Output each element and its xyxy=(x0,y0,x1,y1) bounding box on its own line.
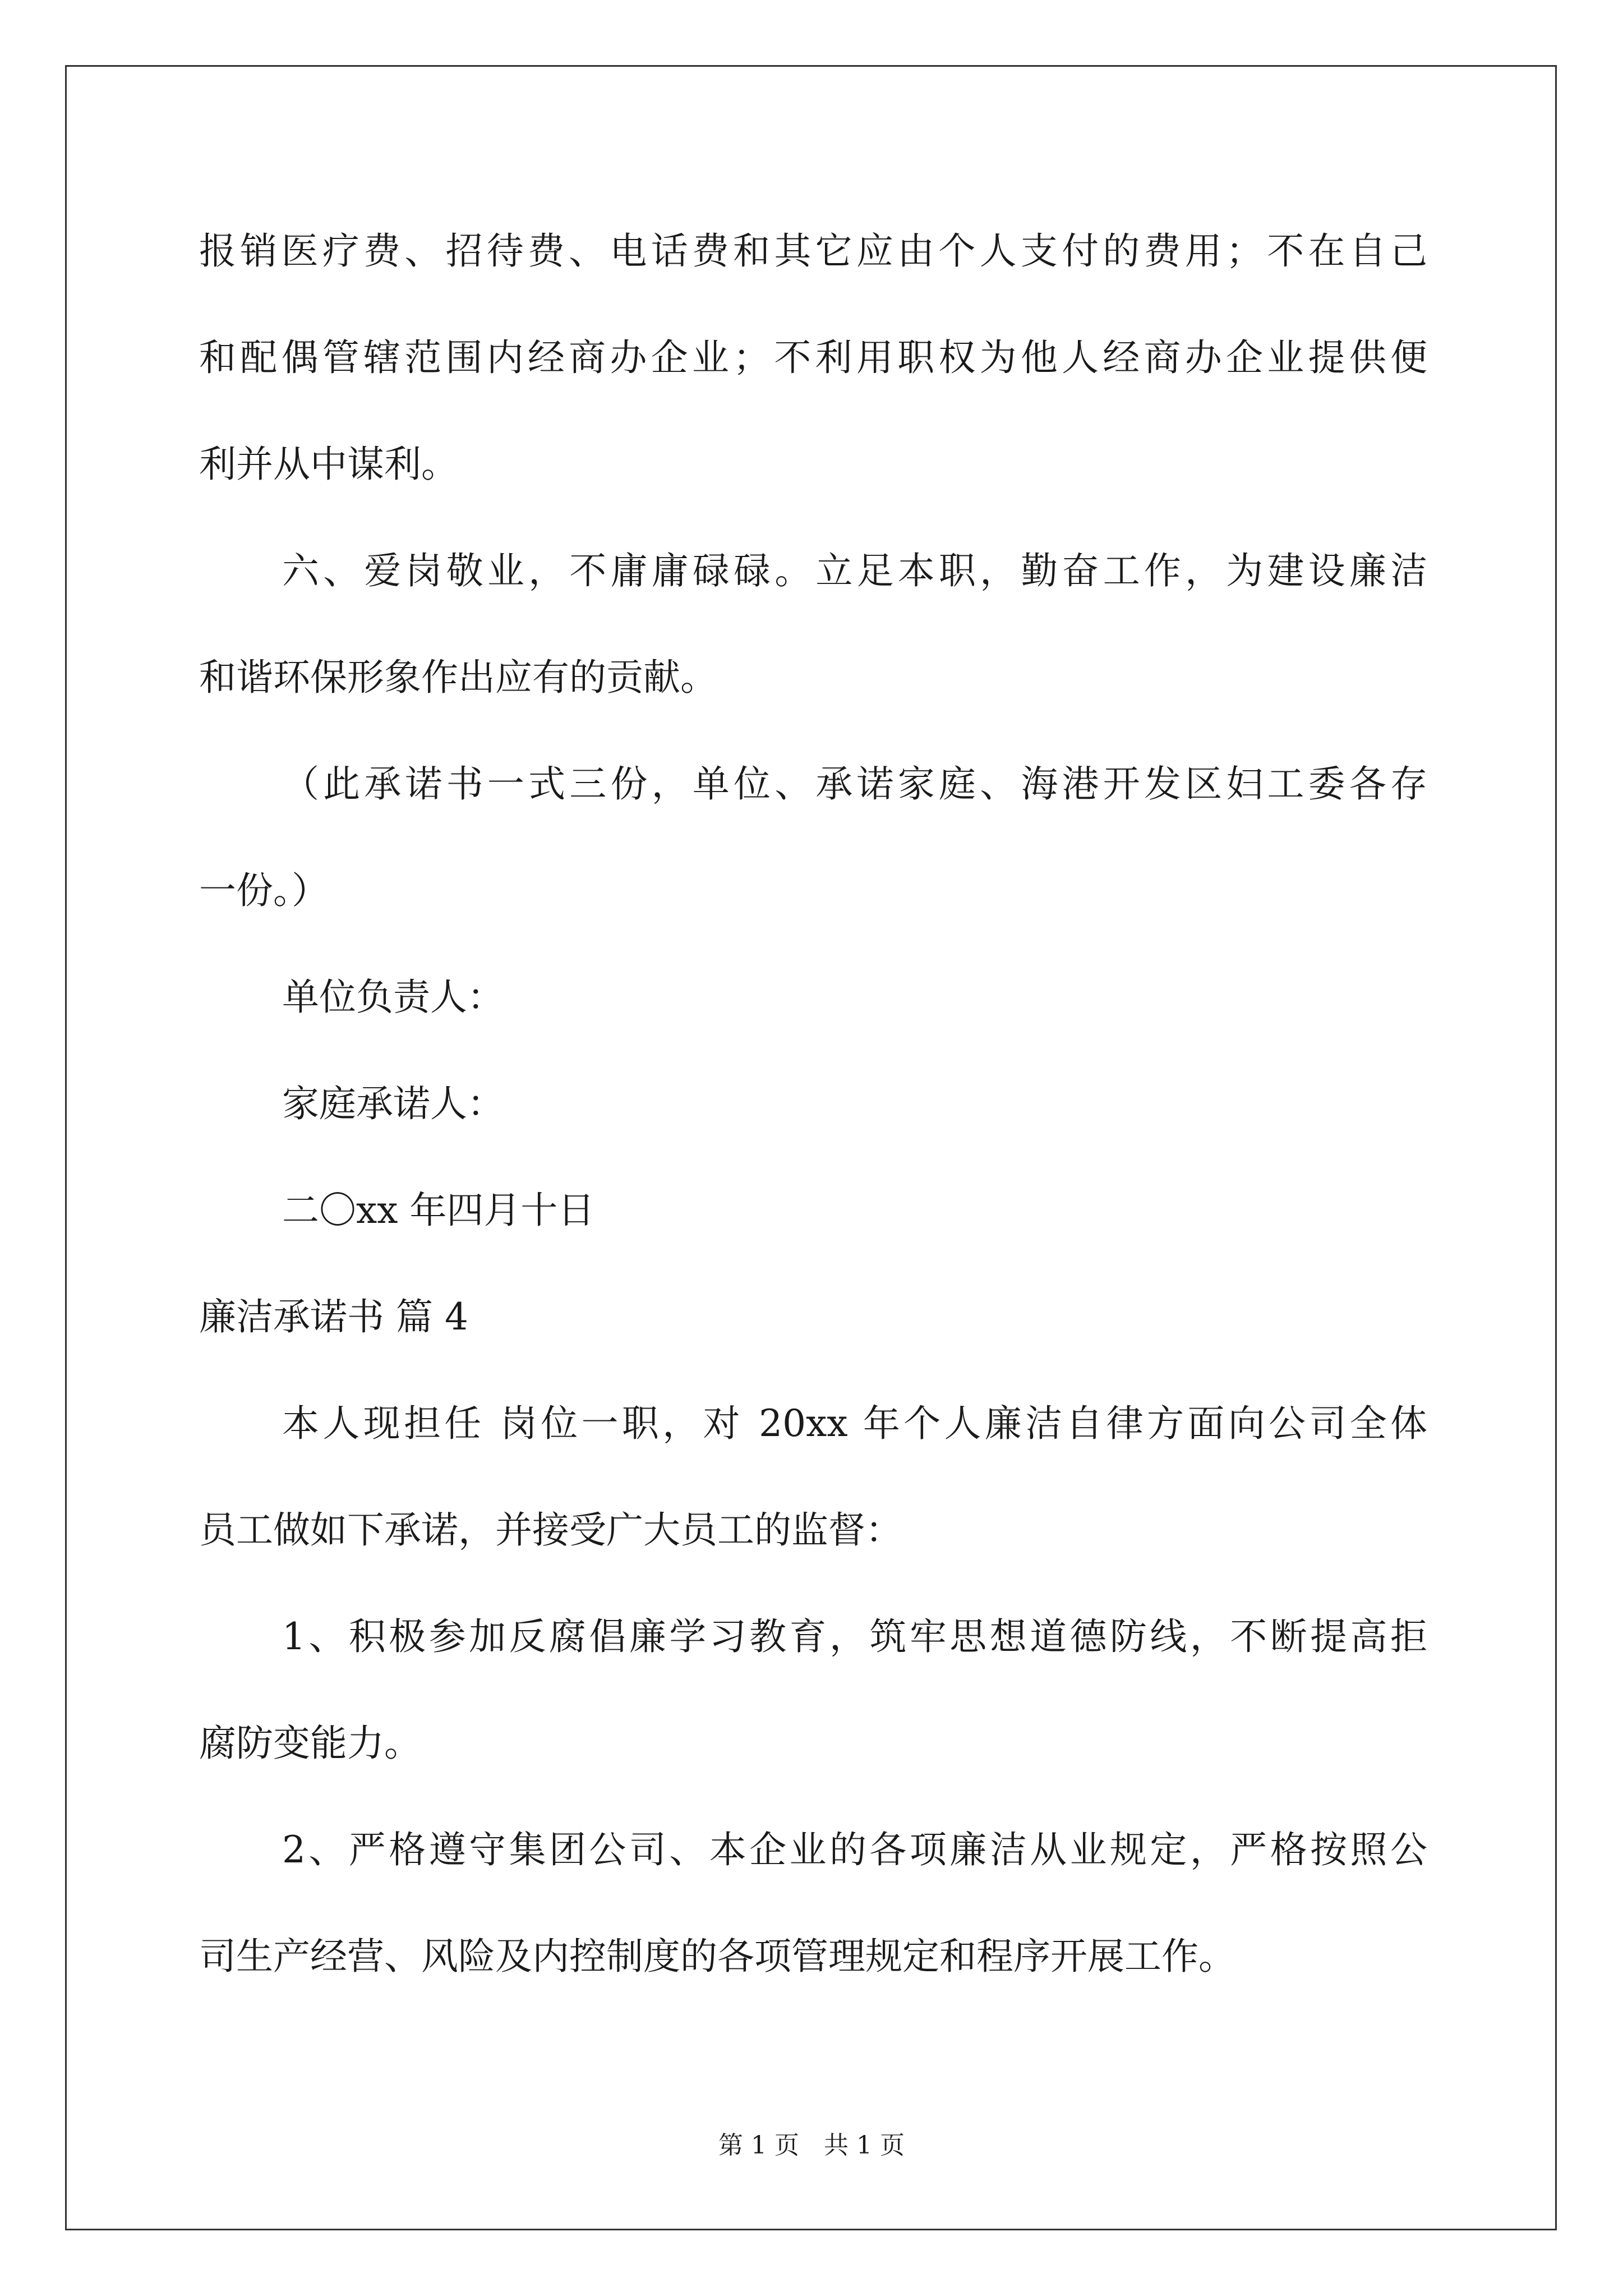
text-line: 2、严格遵守集团公司、本企业的各项廉洁从业规定，严格按照公 xyxy=(282,1828,1427,1871)
text-line: 二〇xx 年四月十日 xyxy=(282,1189,595,1232)
text-line: 一份。） xyxy=(199,869,329,912)
text-line: 腐防变能力。 xyxy=(199,1722,421,1765)
text-line: 和配偶管辖范围内经商办企业；不利用职权为他人经商办企业提供便 xyxy=(199,336,1427,379)
text-line: 单位负责人： xyxy=(282,976,504,1019)
text-line: 本人现担任 岗位一职，对 20xx 年个人廉洁自律方面向公司全体 xyxy=(282,1402,1427,1445)
text-line: （此承诺书一式三份，单位、承诺家庭、海港开发区妇工委各存 xyxy=(282,762,1427,806)
text-line: 和谐环保形象作出应有的贡献。 xyxy=(199,656,717,699)
page-border xyxy=(65,65,1557,2230)
section-heading: 廉洁承诺书 篇 4 xyxy=(199,1295,468,1338)
text-line: 司生产经营、风险及内控制度的各项管理规定和程序开展工作。 xyxy=(199,1935,1235,1978)
text-line: 员工做如下承诺，并接受广大员工的监督： xyxy=(199,1508,902,1552)
text-line: 利并从中谋利。 xyxy=(199,443,458,486)
text-line: 报销医疗费、招待费、电话费和其它应由个人支付的费用；不在自己 xyxy=(199,229,1427,273)
text-line: 六、爱岗敬业，不庸庸碌碌。立足本职，勤奋工作，为建设廉洁 xyxy=(282,549,1427,592)
page-number: 第 1 页 共 1 页 xyxy=(718,2131,905,2160)
text-line: 1、积极参加反腐倡廉学习教育，筑牢思想道德防线，不断提高拒 xyxy=(282,1615,1427,1658)
text-line: 家庭承诺人： xyxy=(282,1082,504,1125)
